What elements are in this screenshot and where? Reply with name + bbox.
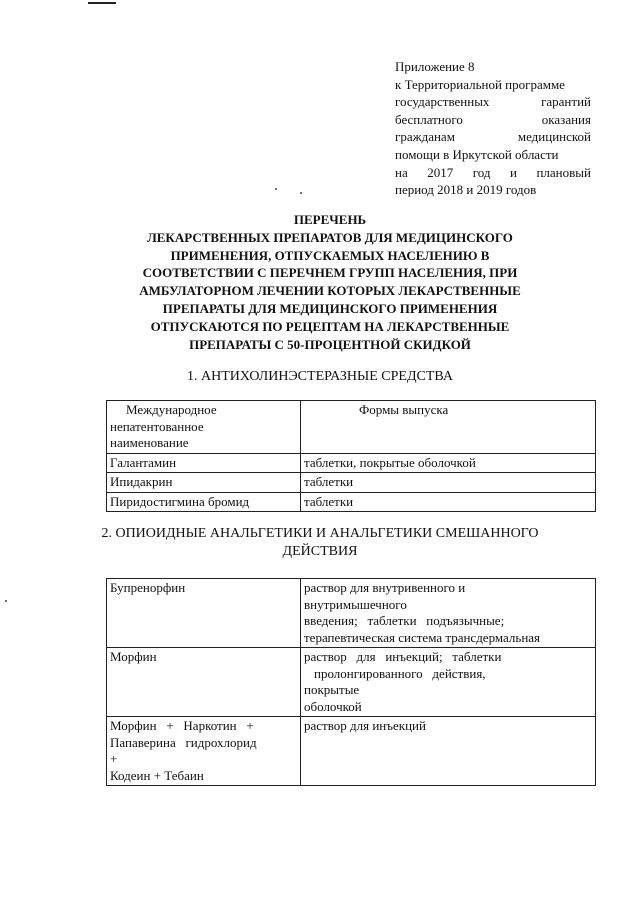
table-row [107, 648, 596, 717]
table-row [107, 473, 596, 493]
drug-name: Пиридостигмина бромид [107, 492, 301, 512]
appendix-line: государственных гарантий [395, 94, 591, 110]
drug-form: таблетки [301, 473, 596, 493]
appendix-line: гражданам медицинской [395, 129, 591, 145]
appendix-line: на 2017 год и плановый [395, 164, 591, 180]
drug-form: раствор для внутривенного и внутримышечного введения; таблетки подъязычные; терапевтическая система трансдермальная [301, 579, 596, 648]
appendix-header [395, 58, 591, 199]
drug-table [106, 400, 596, 512]
drug-table [106, 578, 596, 786]
drug-form: таблетки, покрытые оболочкой [301, 453, 596, 473]
scan-dot [300, 192, 302, 194]
appendix-line: период 2018 и 2019 годов [395, 182, 537, 198]
appendix-line: Приложение 8 [395, 59, 475, 74]
appendix-line: помощи в Иркутской области [395, 146, 559, 162]
drug-name: Ипидакрин [107, 473, 301, 493]
appendix-line: к Территориальной программе [395, 76, 565, 92]
table-row [107, 717, 596, 786]
drug-form: раствор для инъекций [301, 717, 596, 786]
document-title: ПЕРЕЧЕНЬ ЛЕКАРСТВЕННЫХ ПРЕПАРАТОВ ДЛЯ МЕДИЦИНСКОГО ПРИМЕНЕНИЯ, ОТПУСКАЕМЫХ НАСЕЛЕНИЮ В СООТВЕТСТВИИ С ПЕРЕЧНЕМ ГРУПП НАСЕЛЕНИЯ, ПРИ АМБУЛАТОРНОМ ЛЕЧЕНИИ КОТОРЫХ ЛЕКАРСТВЕННЫЕ ПРЕПАРАТЫ ДЛЯ МЕДИЦИНСКОГО ПРИМЕНЕНИЯ ОТПУСКАЮТСЯ ПО РЕЦЕПТАМ НА ЛЕКАРСТВЕННЫЕ ПРЕПАРАТЫ С 50-ПРОЦЕНТНОЙ СКИДКОЙ [139, 212, 521, 352]
scan-artifact-mark [88, 2, 116, 4]
table-row [107, 579, 596, 648]
scan-dot [275, 188, 277, 190]
drug-name: Морфин + Наркотин + Папаверина гидрохлорид + Кодеин + Тебаин [107, 717, 301, 786]
drug-name: Морфин [107, 648, 301, 717]
appendix-line: бесплатного оказания [395, 111, 591, 127]
drug-name: Галантамин [107, 453, 301, 473]
section-heading: 2. ОПИОИДНЫЕ АНАЛЬГЕТИКИ И АНАЛЬГЕТИКИ СМЕШАННОГО ДЕЙСТВИЯ [101, 526, 539, 559]
table-header-row [107, 401, 596, 454]
header-cell-form: Формы выпуска [301, 401, 596, 454]
section-heading: 1. АНТИХОЛИНЭСТЕРАЗНЫЕ СРЕДСТВА [187, 369, 453, 384]
drug-name: Бупренорфин [107, 579, 301, 648]
scan-dot [5, 600, 7, 602]
drug-form: раствор для инъекций; таблетки пролонгированного действия, покрытые оболочкой [301, 648, 596, 717]
table-row [107, 492, 596, 512]
header-cell-name: Международное непатентованное наименование [107, 401, 301, 454]
drug-form: таблетки [301, 492, 596, 512]
table-row [107, 453, 596, 473]
